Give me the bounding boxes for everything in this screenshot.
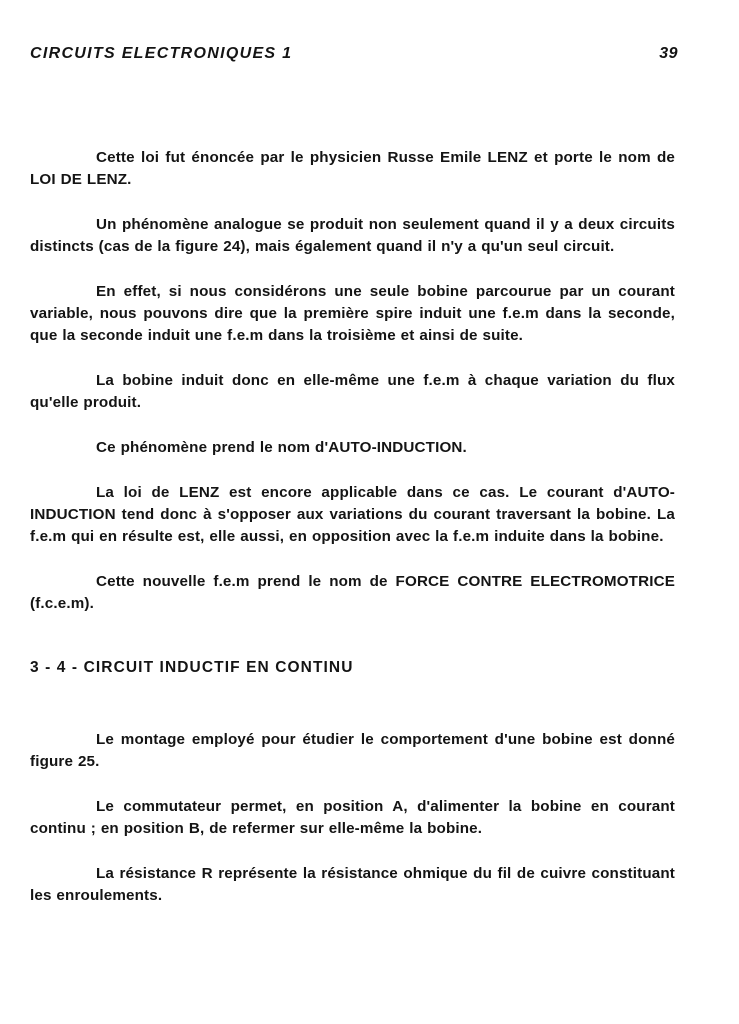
paragraph-self-induced-emf: La bobine induit donc en elle-même une f.e.m à chaque variation du flux qu'elle produit. xyxy=(30,372,675,411)
paragraph-lenz-law: Cette loi fut énoncée par le physicien Russe Emile LENZ et porte le nom de LOI DE LENZ. xyxy=(30,149,675,188)
section-heading: 3 - 4 - CIRCUIT INDUCTIF EN CONTINU xyxy=(30,659,354,676)
paragraph-resistance: La résistance R représente la résistance ohmique du fil de cuivre constituant les enroulements. xyxy=(30,865,675,904)
paragraph-test-setup: Le montage employé pour étudier le comportement d'une bobine est donné figure 25. xyxy=(30,731,675,770)
paragraph-back-emf: Cette nouvelle f.e.m prend le nom de FORCE CONTRE ELECTROMOTRICE (f.c.e.m). xyxy=(30,573,675,612)
page-header xyxy=(30,42,678,66)
paragraph-analogous-phenomenon: Un phénomène analogue se produit non seulement quand il y a deux circuits distincts (cas de la figure 24), mais également quand il n'y a qu'un seul circuit. xyxy=(30,216,675,255)
running-title: CIRCUITS ELECTRONIQUES 1 xyxy=(30,45,293,62)
paragraph-auto-induction: Ce phénomène prend le nom d'AUTO-INDUCTION. xyxy=(96,439,467,456)
paragraph-lenz-applicable: La loi de LENZ est encore applicable dans ce cas. Le courant d'AUTO-INDUCTION tend donc à s'opposer aux variations du courant traversant la bobine. La f.e.m qui en résulte est, elle aussi, en opposition avec la f.e.m induite dans la bobine. xyxy=(30,484,675,545)
paragraph-single-coil: En effet, si nous considérons une seule bobine parcourue par un courant variable, nous pouvons dire que la première spire induit une f.e.m dans la seconde, que la seconde induit une f.e.m dans la troisième et ainsi de suite. xyxy=(30,283,675,344)
paragraph-switch-positions: Le commutateur permet, en position A, d'alimenter la bobine en courant continu ; en position B, de refermer sur elle-même la bobine. xyxy=(30,798,675,837)
page-body xyxy=(30,147,675,930)
page-number: 39 xyxy=(659,45,678,62)
